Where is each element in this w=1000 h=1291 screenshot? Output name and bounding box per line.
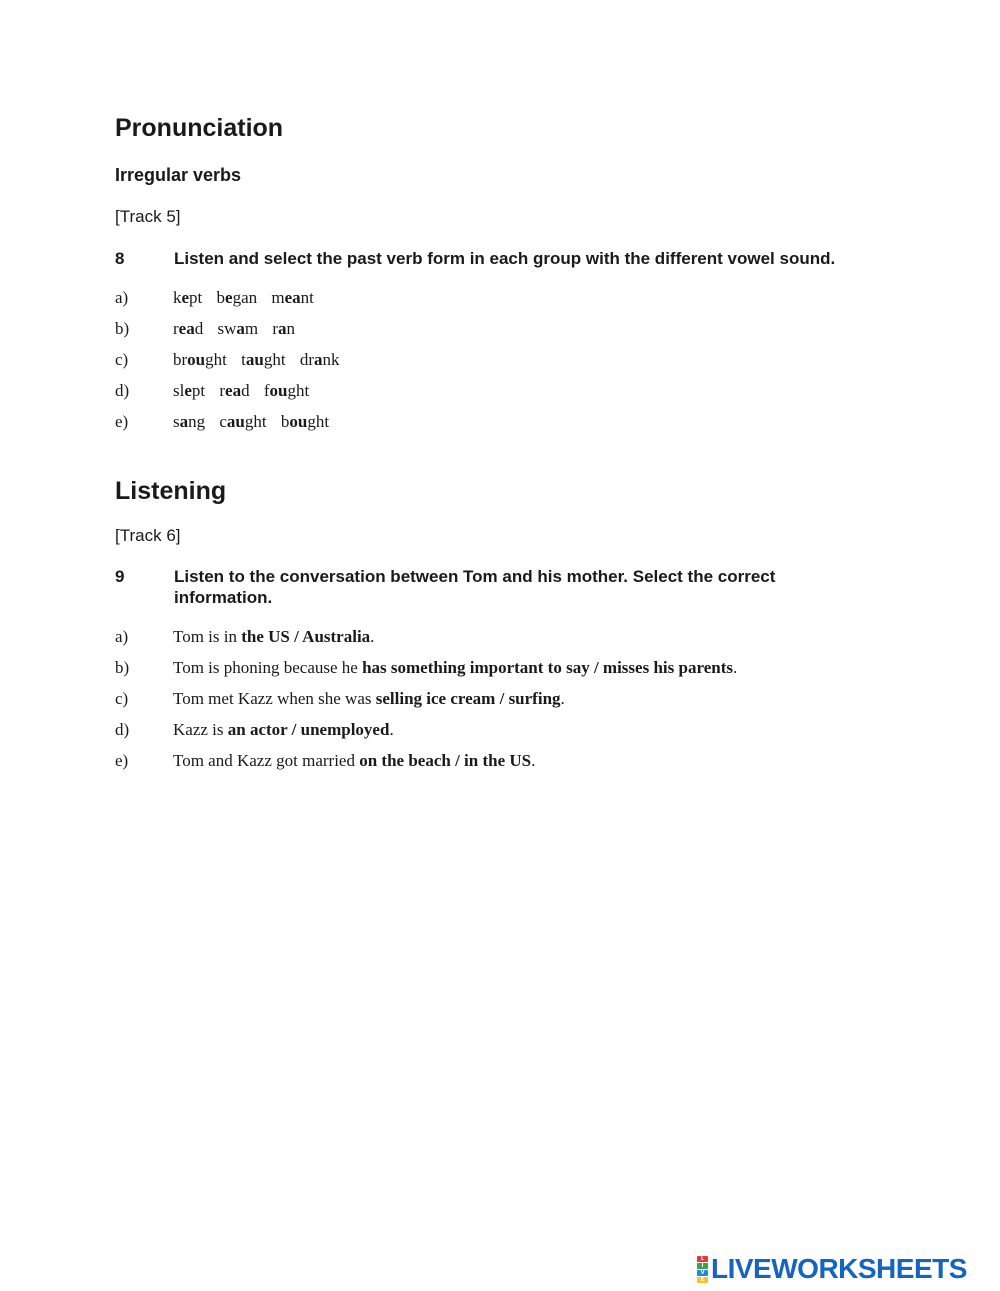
verb-vowel: au	[245, 350, 264, 369]
liveworksheets-logo[interactable]	[697, 1254, 967, 1284]
verb-vowel: a	[179, 412, 189, 431]
verb-part: k	[173, 288, 182, 307]
answer-options[interactable]: selling ice cream / surfing	[375, 689, 561, 708]
verb-vowel: e	[184, 381, 192, 400]
answer-options[interactable]: has something important to say / misses his parents	[362, 658, 733, 677]
logo-cube: I	[697, 1263, 708, 1269]
sentence-start: Tom is in	[173, 627, 242, 646]
verb-option[interactable]	[219, 381, 249, 400]
verb-option[interactable]	[217, 288, 258, 307]
item-letter: b)	[115, 319, 130, 338]
verb-part: ght	[205, 350, 227, 369]
verb-option[interactable]	[264, 381, 309, 400]
listening-title: Listening	[115, 477, 227, 505]
verb-part: nk	[322, 350, 340, 369]
question-8-text: Listen and select the past verb form in each group with the different vowel sound.	[174, 249, 836, 268]
logo-cube: V	[697, 1270, 708, 1276]
sentence-end: .	[370, 627, 375, 646]
item-letter: d)	[115, 381, 130, 400]
verb-vowel: ea	[225, 381, 242, 400]
answer-options[interactable]: on the beach / in the US	[359, 751, 532, 770]
verb-part: b	[280, 412, 290, 431]
verb-part: m	[244, 319, 259, 338]
sentence-end: .	[389, 720, 394, 739]
verb-part: c	[219, 412, 227, 431]
verb-part: br	[173, 350, 188, 369]
verb-option[interactable]	[241, 350, 285, 369]
verb-part: f	[263, 381, 270, 400]
item-letter: a)	[115, 288, 129, 307]
track-5-label: [Track 5]	[115, 207, 181, 226]
verb-option[interactable]	[217, 319, 258, 338]
verb-group-item	[115, 350, 715, 372]
question-8-number: 8	[115, 249, 125, 268]
item-letter: e)	[115, 751, 129, 770]
item-letter: c)	[115, 350, 129, 369]
verb-vowel: ea	[178, 319, 195, 338]
question-9-number: 9	[115, 567, 125, 586]
answer-options[interactable]: an actor / unemployed	[227, 720, 390, 739]
listening-item	[115, 689, 915, 711]
logo-text: LIVEWORKSHEETS	[711, 1253, 967, 1284]
verb-part: pt	[189, 288, 203, 307]
item-letter: b)	[115, 658, 130, 677]
verb-vowel: e	[225, 288, 233, 307]
verb-part: ght	[244, 412, 267, 431]
verb-group-item	[115, 319, 715, 341]
verb-part: s	[173, 412, 180, 431]
verb-vowel: a	[236, 319, 245, 338]
verb-part: r	[219, 381, 226, 400]
answer-options[interactable]: the US / Australia	[241, 627, 371, 646]
verb-part: ght	[287, 381, 310, 400]
verb-part: sw	[217, 319, 237, 338]
item-letter: c)	[115, 689, 129, 708]
sentence-end: .	[732, 658, 738, 677]
verb-option[interactable]	[219, 412, 266, 431]
verb-part: dr	[299, 350, 314, 369]
verb-part: t	[241, 350, 246, 369]
verb-part: pt	[191, 381, 206, 400]
verb-option[interactable]	[173, 381, 205, 400]
item-letter: d)	[115, 720, 130, 739]
verb-part: b	[216, 288, 226, 307]
verb-part: ght	[263, 350, 286, 369]
verb-vowel: ea	[284, 288, 301, 307]
verb-option[interactable]	[173, 319, 203, 338]
logo-cube: E	[697, 1277, 708, 1283]
pronunciation-subtitle: Irregular verbs	[115, 165, 242, 185]
sentence-start: Tom met Kazz when she was	[173, 689, 376, 708]
verb-vowel: a	[278, 319, 287, 338]
verb-option[interactable]	[173, 412, 205, 431]
verb-part: gan	[232, 288, 258, 307]
listening-item	[115, 751, 915, 773]
verb-part: n	[286, 319, 296, 338]
verb-vowel: a	[313, 350, 323, 369]
sentence-start: Tom and Kazz got married	[173, 751, 360, 770]
verb-part: ght	[307, 412, 330, 431]
verb-part: d	[194, 319, 204, 338]
listening-item	[115, 720, 915, 742]
verb-vowel: ou	[289, 412, 308, 431]
verb-part: m	[271, 288, 285, 307]
verb-group-item	[115, 412, 715, 434]
verb-group-item	[115, 288, 715, 310]
item-letter: e)	[115, 412, 129, 431]
verb-vowel: ou	[269, 381, 288, 400]
pronunciation-title: Pronunciation	[115, 114, 284, 142]
verb-vowel: ou	[187, 350, 206, 369]
verb-part: d	[241, 381, 250, 400]
listening-item	[115, 627, 915, 649]
verb-option[interactable]	[272, 319, 295, 338]
verb-option[interactable]	[173, 350, 227, 369]
verb-option[interactable]	[271, 288, 314, 307]
track-6-label: [Track 6]	[115, 526, 181, 545]
sentence-start: Tom is phoning because he	[173, 658, 363, 677]
verb-option[interactable]	[173, 288, 202, 307]
logo-cube: L	[697, 1256, 708, 1262]
item-letter: a)	[115, 627, 129, 646]
logo-cubes-icon	[697, 1256, 708, 1283]
verb-part: sl	[173, 381, 185, 400]
verb-vowel: e	[181, 288, 190, 307]
sentence-end: .	[531, 751, 536, 770]
verb-part: r	[272, 319, 279, 338]
verb-option[interactable]	[281, 412, 329, 431]
verb-part: r	[173, 319, 179, 338]
verb-part: ng	[188, 412, 206, 431]
listening-item	[115, 658, 915, 680]
question-9-text: Listen to the conversation between Tom and his mother. Select the correct information.	[174, 567, 776, 607]
verb-option[interactable]	[300, 350, 340, 369]
verb-part: nt	[300, 288, 314, 307]
sentence-end: .	[560, 689, 565, 708]
verb-group-item	[115, 381, 715, 403]
verb-vowel: au	[226, 412, 245, 431]
sentence-start: Kazz is	[173, 720, 228, 739]
